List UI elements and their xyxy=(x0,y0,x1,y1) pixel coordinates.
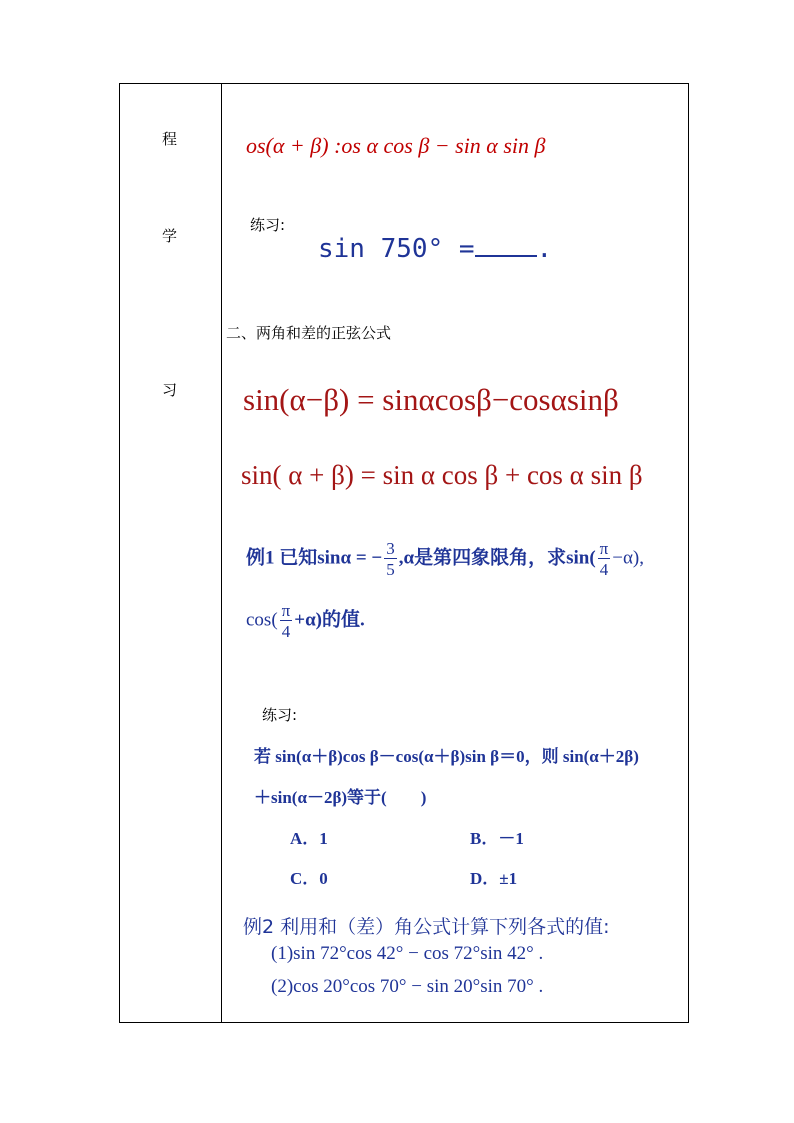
example2-item2: (2)cos 20°cos 70° − sin 20°sin 70° . xyxy=(271,976,544,997)
practice1-problem xyxy=(318,234,552,264)
answer-blank xyxy=(475,235,537,257)
option-d: D．±1 xyxy=(470,869,518,888)
practice2-line2: ＋sin(α－2β)等于( ) xyxy=(254,788,427,807)
example2-title: 例2 利用和（差）角公式计算下列各式的值: xyxy=(243,916,610,938)
practice1-expression: sin 750° = xyxy=(318,234,475,264)
example1-line2 xyxy=(246,602,365,640)
option-a: A．1 xyxy=(290,829,328,848)
example1-mid: ,α是第四象限角，求sin( xyxy=(398,547,596,569)
fraction-pi-4-b: $\frac{\pi}{4}$ xyxy=(281,601,291,641)
practice2-line1: 若 sin(α＋β)cos β－cos(α＋β)sin β＝0，则 sin(α＋2β) xyxy=(254,747,639,766)
example1-cos-prefix: cos( xyxy=(246,609,278,631)
option-b: B．－1 xyxy=(470,829,524,848)
practice2-label: 练习: xyxy=(262,706,298,724)
side-label-cheng: 程 xyxy=(162,130,178,148)
option-c: C．0 xyxy=(290,869,328,888)
section2-title: 二、两角和差的正弦公式 xyxy=(226,324,392,342)
example1-cos-suffix: +α)的值. xyxy=(294,609,365,631)
fraction-pi-4: $\frac{\pi}{4}$ xyxy=(599,539,609,579)
side-label-xi: 习 xyxy=(162,381,178,399)
example1-prefix: 例1 已知sinα = − xyxy=(246,547,383,569)
example1-line1 xyxy=(246,540,644,578)
column-divider xyxy=(221,84,222,1022)
practice1-period: . xyxy=(536,234,553,264)
example1-suffix: −α), xyxy=(612,547,645,569)
sin-sum-formula: sin( α + β) = sin α cos β + cos α sin β xyxy=(241,460,643,490)
example2-item1: (1)sin 72°cos 42° − cos 72°sin 42° . xyxy=(271,943,544,964)
sin-diff-formula: sin(α−β) = sinαcosβ−cosαsinβ xyxy=(243,382,619,417)
side-label-xue: 学 xyxy=(162,227,178,245)
fraction-3-5: $\frac{3}{5}$ xyxy=(386,539,395,579)
practice1-label: 练习: xyxy=(250,216,286,234)
cos-sum-formula: os(α + β) :os α cos β − sin α sin β xyxy=(246,133,546,158)
